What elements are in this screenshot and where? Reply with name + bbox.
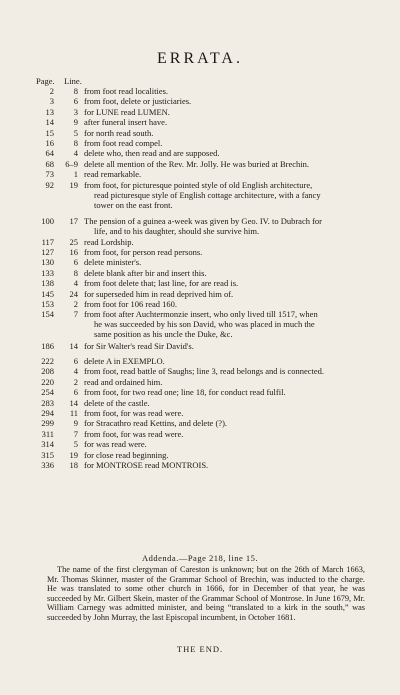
entry-text: [84, 96, 374, 106]
entry-text: [84, 299, 374, 309]
entry-text-line: for was read were.: [84, 439, 147, 450]
entry-text: [84, 257, 374, 267]
entry-text: [84, 278, 374, 288]
entry-page-number: 130: [41, 257, 54, 268]
entry-text-line: from foot, for person read persons.: [84, 247, 203, 257]
entry-page-number: 73: [45, 169, 54, 180]
addenda-title: Addenda.—Page 218, line 15.: [142, 553, 258, 563]
entry-page-number: 117: [41, 236, 54, 247]
entry-page-number: 138: [41, 278, 54, 289]
entry-text-line: from foot, for picturesque pointed style of old English architecture,: [84, 179, 313, 190]
entry-page-number: 299: [41, 418, 54, 429]
entry-text-line: from foot, delete or justiciaries.: [84, 96, 192, 107]
entry-text: [84, 356, 374, 366]
entry-page-number: 336: [41, 460, 54, 470]
entry-page-number: 314: [41, 439, 54, 450]
entry-line-number: 2: [73, 376, 78, 387]
entry-text: [84, 216, 374, 236]
entry-text-line: tower on the east front.: [94, 199, 173, 210]
entry-line-number: 14: [69, 340, 78, 351]
entry-text: [84, 408, 374, 418]
entry-text-line: read Lordship.: [84, 236, 134, 247]
entry-text-line: after funeral insert have.: [84, 117, 168, 128]
entry-page-number: 154: [41, 309, 54, 320]
entry-text-line: for Stracathro read Kettins, and delete (?).: [84, 418, 228, 429]
entry-line-number: 5: [73, 439, 78, 450]
entry-page-number: 64: [45, 148, 54, 159]
entry-line-number: 6: [73, 356, 78, 366]
entry-line-number: 6: [73, 257, 78, 268]
entry-line-number: 24: [69, 288, 78, 299]
entry-text: [84, 377, 374, 387]
entry-text-line: for close read beginning.: [84, 449, 169, 460]
entry-text-line: from foot read localities.: [84, 86, 169, 96]
entry-text-line: from foot, for two read one; line 18, for conduct read fulfil.: [84, 387, 286, 398]
entry-page-number: 14: [45, 117, 54, 128]
entry-text: [84, 128, 374, 138]
entry-page-number: 127: [41, 247, 54, 257]
entry-page-number: 294: [41, 408, 54, 418]
entry-line-number: 18: [69, 460, 78, 470]
entry-text-line: read and ordained him.: [84, 376, 163, 387]
entry-text-line: from foot after Auchtermonzie insert, who only lived till 1517, when: [84, 309, 318, 320]
entry-text-line: for LUNE read LUMEN.: [84, 106, 170, 117]
entry-line-number: 19: [69, 449, 78, 460]
entry-text-line: delete of the castle.: [84, 397, 150, 408]
entry-text: [84, 341, 374, 351]
entry-text-line: from foot, for was read were.: [84, 428, 184, 439]
entry-text-line: for MONTROSE read MONTROIS.: [84, 460, 209, 470]
entry-page-number: 254: [41, 387, 54, 398]
entry-text: [84, 268, 374, 278]
entry-page-number: 3: [49, 96, 54, 107]
entry-page-number: 220: [41, 376, 54, 387]
entry-text-line: same position as his uncle the Duke, &c.: [94, 329, 233, 340]
entry-line-number: 6: [73, 387, 78, 398]
entry-line-number: 4: [73, 366, 78, 377]
column-headers: [36, 76, 82, 86]
entry-text: [84, 450, 374, 460]
entry-line-number: 11: [69, 408, 78, 418]
entry-page-number: 2: [49, 86, 54, 96]
page-column-header: Page.: [36, 76, 55, 86]
entry-text-line: read picturesque style of English cottage architecture, with a fancy: [94, 189, 321, 200]
entry-text: [84, 138, 374, 148]
entry-page-number: 186: [41, 340, 54, 351]
line-column-header: Line.: [64, 76, 82, 86]
entry-page-number: 13: [45, 106, 54, 117]
entry-page-number: 153: [41, 299, 54, 309]
entry-line-number: 9: [73, 418, 78, 429]
entry-text-line: for superseded him in read deprived him of.: [84, 288, 234, 299]
entry-text: [84, 460, 374, 470]
entry-page-number: 311: [41, 428, 54, 439]
entry-text: [84, 159, 374, 169]
entry-text-line: read remarkable.: [84, 169, 142, 180]
entry-text: [84, 398, 374, 408]
entry-line-number: 4: [73, 148, 78, 159]
entry-text-line: from foot read compel.: [84, 138, 163, 148]
entry-page-number: 16: [45, 138, 54, 148]
addenda-body: The name of the first clergyman of Careston is unknown; but on the 26th of March 1663, Mr. Thomas Skinner, master of the Grammar School of Brechin, was inducted to the charge. He was translated to some other church in 1666, for in December of that year, he was succeeded by Mr. Gilbert Skein, master of the Grammar School of Montrose. In June 1679, Mr. William Carnegy was admitted minister, and being “translated to a kirk in the south,” was succeeded by John Murray, the last Episcopal incumbent, in October 1681.: [47, 565, 365, 622]
entry-text: [84, 237, 374, 247]
entry-text: [84, 289, 374, 299]
entry-line-number: 1: [73, 169, 78, 180]
entry-text: [84, 309, 374, 339]
entry-text-line: from foot delete that; last line, for are read is.: [84, 278, 239, 289]
entry-page-number: 315: [41, 449, 54, 460]
entry-text: [84, 169, 374, 179]
entry-text-line: from foot, for was read were.: [84, 408, 184, 418]
entry-text-line: delete who, then read and are supposed.: [84, 148, 220, 159]
entry-line-number: 8: [73, 138, 78, 148]
entry-text: [84, 429, 374, 439]
entry-line-number: 25: [69, 236, 78, 247]
entry-text: [84, 180, 374, 210]
page-title: ERRATA.: [157, 50, 243, 67]
entry-text-line: for Sir Walter's read Sir David's.: [84, 340, 194, 351]
entry-line-number: 6–9: [65, 158, 78, 169]
entry-line-number: 14: [69, 397, 78, 408]
entry-line-number: 2: [73, 299, 78, 309]
entry-text: [84, 148, 374, 158]
entry-text: [84, 439, 374, 449]
entry-line-number: 9: [73, 117, 78, 128]
entry-line-number: 6: [73, 96, 78, 107]
entry-line-number: 7: [73, 428, 78, 439]
entry-page-number: 92: [45, 179, 54, 190]
entry-page-number: 208: [41, 366, 54, 377]
entry-page-number: 15: [45, 127, 54, 138]
entry-line-number: 8: [73, 86, 78, 96]
entry-page-number: 100: [41, 215, 54, 226]
entry-line-number: 7: [73, 309, 78, 320]
entry-text: [84, 107, 374, 117]
entry-text-line: delete minister's.: [84, 257, 142, 268]
entry-page-number: 68: [45, 158, 54, 169]
entry-text-line: he was succeeded by his son David, who was placed in much the: [94, 319, 315, 330]
entry-text-line: from foot for 106 read 160.: [84, 299, 178, 309]
entry-text-line: The pension of a guinea a-week was given by Geo. IV. to Dubrach for: [84, 215, 323, 226]
entry-text: [84, 247, 374, 257]
entry-text-line: for north read south.: [84, 127, 154, 138]
entry-line-number: 16: [69, 247, 78, 257]
entry-text-line: delete all mention of the Rev. Mr. Jolly. He was buried at Brechin.: [84, 158, 310, 169]
the-end: THE END.: [176, 644, 224, 654]
entry-line-number: 5: [73, 127, 78, 138]
entry-text: [84, 366, 374, 376]
entry-text-line: life, and to his daughter, should she survive him.: [94, 225, 260, 236]
entry-line-number: 4: [73, 278, 78, 289]
entry-page-number: 222: [41, 356, 54, 366]
entry-text-line: from foot, read battle of Saughs; line 3, read belongs and is connected.: [84, 366, 325, 377]
entry-line-number: 8: [73, 267, 78, 278]
entry-text: [84, 86, 374, 96]
entry-page-number: 145: [41, 288, 54, 299]
entry-text: [84, 387, 374, 397]
entry-text-line: delete blank after bir and insert this.: [84, 267, 207, 278]
entry-line-number: 3: [73, 106, 78, 117]
entry-line-number: 19: [69, 179, 78, 190]
entry-page-number: 283: [41, 397, 54, 408]
entry-page-number: 133: [41, 267, 54, 278]
entry-text: [84, 117, 374, 127]
entry-line-number: 17: [69, 215, 78, 226]
entry-text-line: delete A in EXEMPLO.: [84, 356, 165, 366]
entry-text: [84, 418, 374, 428]
